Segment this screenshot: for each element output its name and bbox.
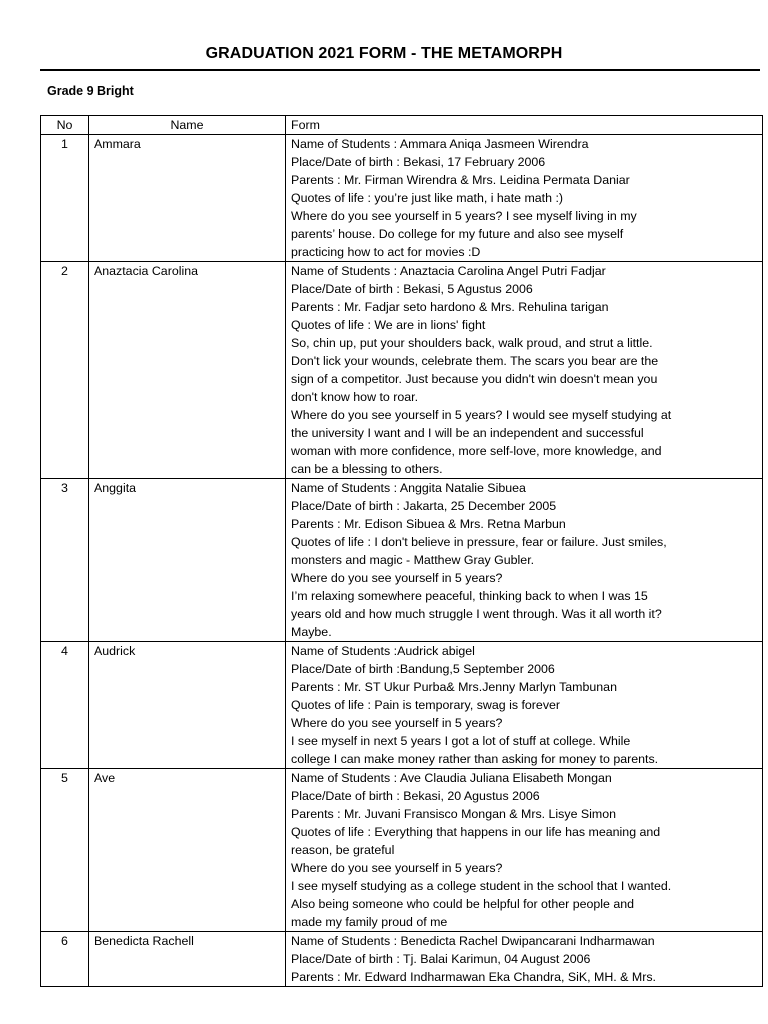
form-line: don't know how to roar. <box>291 390 419 404</box>
form-line: Name of Students : Anggita Natalie Sibuea <box>291 481 526 495</box>
form-line: Place/Date of birth :Bandung,5 September 2006 <box>291 662 555 676</box>
form-line: Place/Date of birth : Bekasi, 5 Agustus 2006 <box>291 282 533 296</box>
form-line: Where do you see yourself in 5 years? I would see myself studying at <box>291 408 672 422</box>
form-line: sign of a competitor. Just because you didn't win doesn't mean you <box>291 372 658 386</box>
form-line: Parents : Mr. Fadjar seto hardono & Mrs. Rehulina tarigan <box>291 300 609 314</box>
student-form <box>286 479 763 642</box>
form-line: Parents : Mr. Juvani Fransisco Mongan & Mrs. Lisye Simon <box>291 807 617 821</box>
form-line: reason, be grateful <box>291 843 395 857</box>
form-line: Place/Date of birth : Bekasi, 20 Agustus 2006 <box>291 789 540 803</box>
form-line: Name of Students : Ammara Aniqa Jasmeen Wirendra <box>291 137 589 151</box>
table-row <box>41 135 763 262</box>
form-line: Where do you see yourself in 5 years? <box>291 716 503 730</box>
form-line: Name of Students : Benedicta Rachel Dwipancarani Indharmawan <box>291 934 655 948</box>
row-number: 6 <box>41 932 89 987</box>
table-row <box>41 932 763 987</box>
form-line: I see myself studying as a college student in the school that I wanted. <box>291 879 672 893</box>
form-line: Parents : Mr. Firman Wirendra & Mrs. Leidina Permata Daniar <box>291 173 630 187</box>
form-line: I’m relaxing somewhere peaceful, thinking back to when I was 15 <box>291 589 648 603</box>
form-line: Parents : Mr. Edward Indharmawan Eka Chandra, SiK, MH. & Mrs. <box>291 970 656 984</box>
form-line: parents’ house. Do college for my future and also see myself <box>291 227 624 241</box>
header-no: No <box>41 116 89 135</box>
table-header-row <box>41 116 763 135</box>
student-form <box>286 262 763 479</box>
form-line: Where do you see yourself in 5 years? <box>291 571 503 585</box>
form-line: Quotes of life : We are in lions' fight <box>291 318 486 332</box>
form-line: Name of Students :Audrick abigel <box>291 644 475 658</box>
student-name: Ammara <box>89 135 286 262</box>
form-line: Name of Students : Ave Claudia Juliana Elisabeth Mongan <box>291 771 612 785</box>
student-name: Ave <box>89 769 286 932</box>
form-line: Parents : Mr. Edison Sibuea & Mrs. Retna Marbun <box>291 517 566 531</box>
student-name: Benedicta Rachell <box>89 932 286 987</box>
form-line: Maybe. <box>291 625 332 639</box>
form-line: practicing how to act for movies :D <box>291 245 481 259</box>
form-line: Parents : Mr. ST Ukur Purba& Mrs.Jenny Marlyn Tambunan <box>291 680 617 694</box>
table-row <box>41 642 763 769</box>
student-form <box>286 932 763 987</box>
title-divider <box>40 69 760 71</box>
form-line: Quotes of life : I don't believe in pressure, fear or failure. Just smiles, <box>291 535 667 549</box>
student-form <box>286 769 763 932</box>
form-line: the university I want and I will be an independent and successful <box>291 426 644 440</box>
form-line: Place/Date of birth : Bekasi, 17 February 2006 <box>291 155 546 169</box>
row-number: 3 <box>41 479 89 642</box>
form-line: Quotes of life : you’re just like math, i hate math :) <box>291 191 564 205</box>
form-line: monsters and magic - Matthew Gray Gubler. <box>291 553 535 567</box>
row-number: 5 <box>41 769 89 932</box>
form-line: Name of Students : Anaztacia Carolina Angel Putri Fadjar <box>291 264 606 278</box>
form-line: years old and how much struggle I went through. Was it all worth it? <box>291 607 662 621</box>
header-name: Name <box>89 116 286 135</box>
table-body <box>41 135 763 987</box>
form-line: can be a blessing to others. <box>291 462 443 476</box>
header-form: Form <box>286 116 763 135</box>
form-line: Place/Date of birth : Jakarta, 25 December 2005 <box>291 499 557 513</box>
form-line: Place/Date of birth : Tj. Balai Karimun, 04 August 2006 <box>291 952 591 966</box>
form-line: So, chin up, put your shoulders back, walk proud, and strut a little. <box>291 336 653 350</box>
form-line: Quotes of life : Everything that happens in our life has meaning and <box>291 825 661 839</box>
form-line: Also being someone who could be helpful for other people and <box>291 897 635 911</box>
form-line: Where do you see yourself in 5 years? <box>291 861 503 875</box>
form-line: college I can make money rather than asking for money to parents. <box>291 752 659 766</box>
student-form <box>286 642 763 769</box>
page-title: GRADUATION 2021 FORM - THE METAMORPH <box>205 45 563 62</box>
form-line: Quotes of life : Pain is temporary, swag is forever <box>291 698 561 712</box>
student-name: Anggita <box>89 479 286 642</box>
form-line: Don't lick your wounds, celebrate them. The scars you bear are the <box>291 354 659 368</box>
class-label: Grade 9 Bright <box>47 84 134 98</box>
form-line: woman with more confidence, more self-love, more knowledge, and <box>291 444 662 458</box>
student-form <box>286 135 763 262</box>
row-number: 1 <box>41 135 89 262</box>
students-table <box>40 115 763 987</box>
table-row <box>41 262 763 479</box>
form-line: I see myself in next 5 years I got a lot of stuff at college. While <box>291 734 631 748</box>
form-line: made my family proud of me <box>291 915 448 929</box>
form-line: Where do you see yourself in 5 years? I see myself living in my <box>291 209 637 223</box>
table-row <box>41 769 763 932</box>
table-row <box>41 479 763 642</box>
student-name: Audrick <box>89 642 286 769</box>
row-number: 4 <box>41 642 89 769</box>
row-number: 2 <box>41 262 89 479</box>
student-name: Anaztacia Carolina <box>89 262 286 479</box>
